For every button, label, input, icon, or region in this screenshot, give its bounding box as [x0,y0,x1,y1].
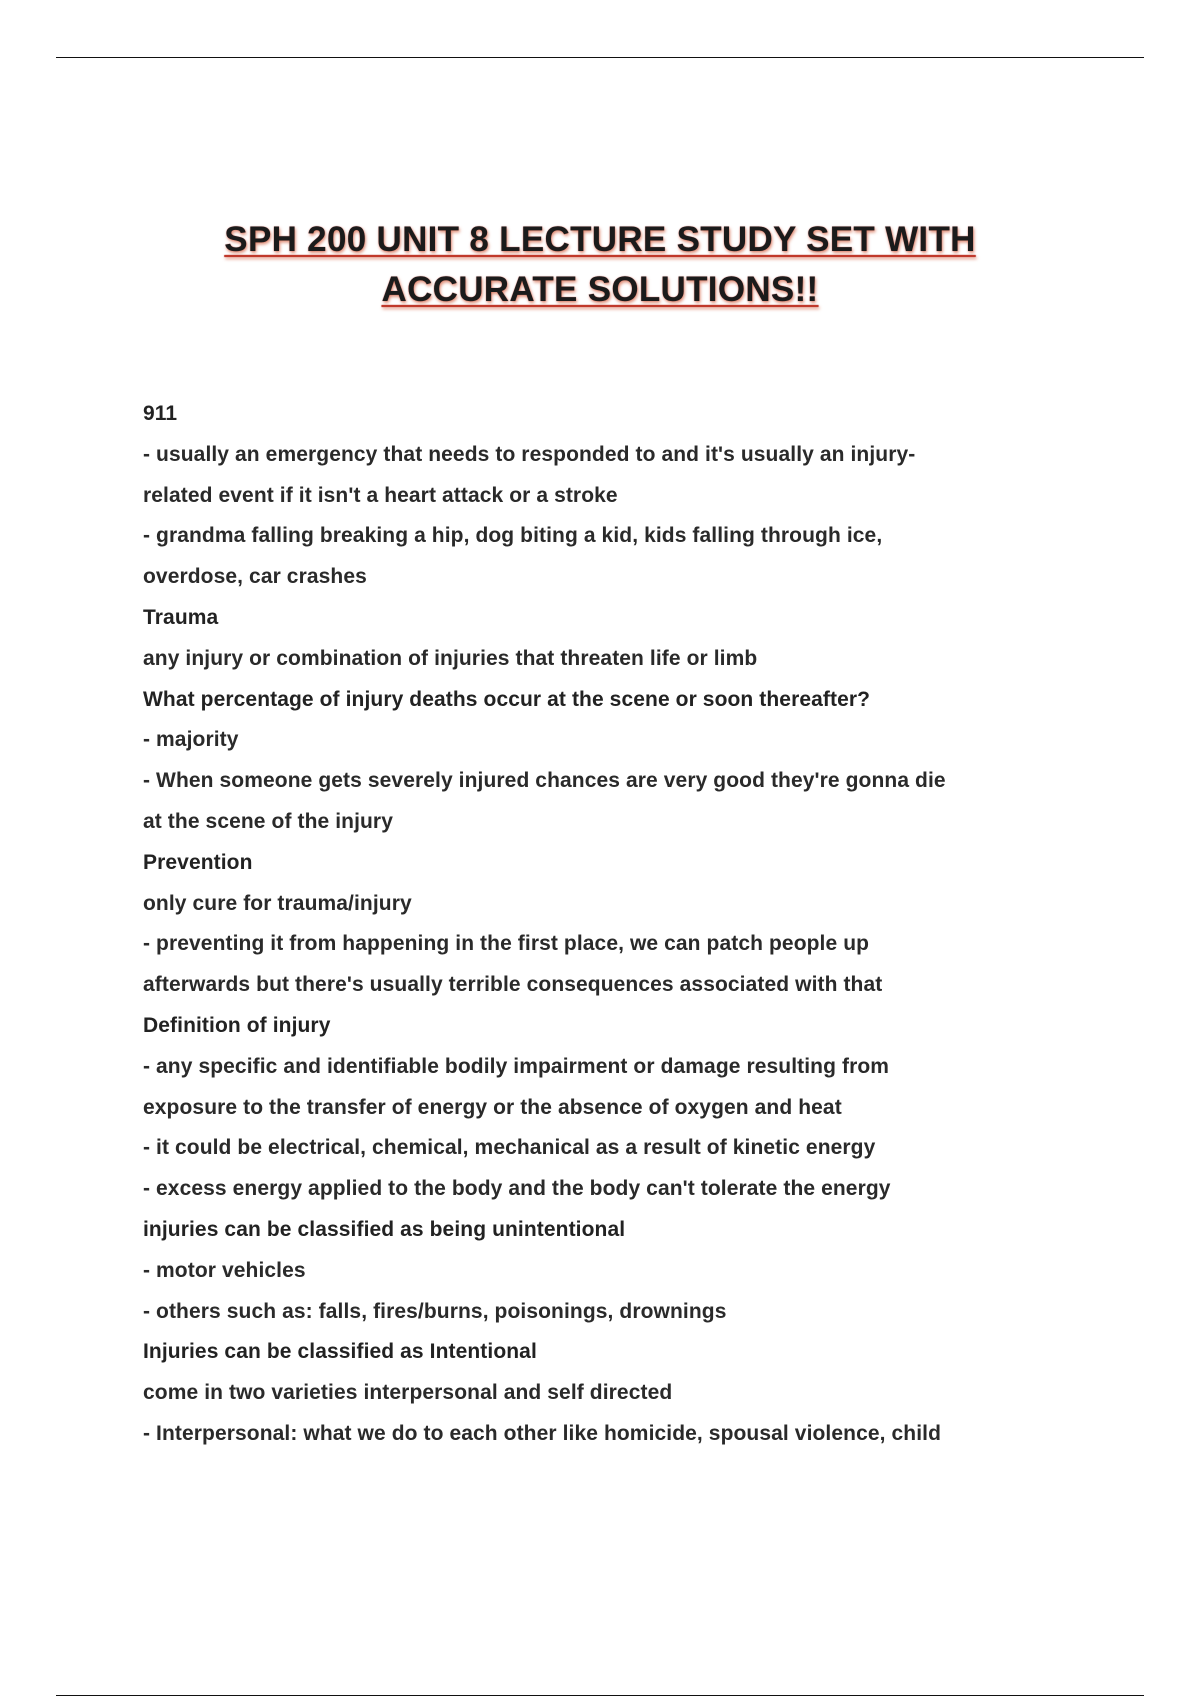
text-line: Injuries can be classified as Intentional [143,1340,537,1364]
text-line: What percentage of injury deaths occur at the scene or soon thereafter? [143,687,871,711]
text-line: - any specific and identifiable bodily impairment or damage resulting from [143,1054,890,1078]
text-line: - Interpersonal: what we do to each other like homicide, spousal violence, child [143,1421,942,1445]
top-rule [56,57,1144,58]
text-line: at the scene of the injury [143,809,393,833]
text-line: exposure to the transfer of energy or the absence of oxygen and heat [143,1095,842,1119]
text-line: - majority [143,728,239,752]
text-line: Definition of injury [143,1013,331,1037]
text-line: Trauma [143,605,219,629]
text-line: injuries can be classified as being unintentional [143,1217,626,1241]
title-line-2: ACCURATE SOLUTIONS!! [381,270,819,309]
text-line: overdose, car crashes [143,565,367,589]
text-line: come in two varieties interpersonal and self directed [143,1381,673,1405]
document-title [100,215,1100,315]
text-line: - it could be electrical, chemical, mechanical as a result of kinetic energy [143,1136,876,1160]
text-line: - preventing it from happening in the first place, we can patch people up [143,932,870,956]
text-line: - excess energy applied to the body and the body can't tolerate the energy [143,1177,891,1201]
text-line: - grandma falling breaking a hip, dog biting a kid, kids falling through ice, [143,524,883,548]
text-line: - motor vehicles [143,1258,306,1282]
text-line: Prevention [143,850,253,874]
title-line-1: SPH 200 UNIT 8 LECTURE STUDY SET WITH [224,220,976,259]
text-line: - others such as: falls, fires/burns, poisonings, drownings [143,1299,727,1323]
text-line: - When someone gets severely injured chances are very good they're gonna die [143,769,946,793]
text-line: related event if it isn't a heart attack or a stroke [143,483,618,507]
text-line: - usually an emergency that needs to responded to and it's usually an injury- [143,442,916,466]
text-line: any injury or combination of injuries that threaten life or limb [143,646,758,670]
text-line: only cure for trauma/injury [143,891,412,915]
text-line: afterwards but there's usually terrible consequences associated with that [143,973,883,997]
text-line: 911 [143,402,178,425]
study-set-body [143,394,1063,1455]
bottom-rule [56,1695,1144,1696]
